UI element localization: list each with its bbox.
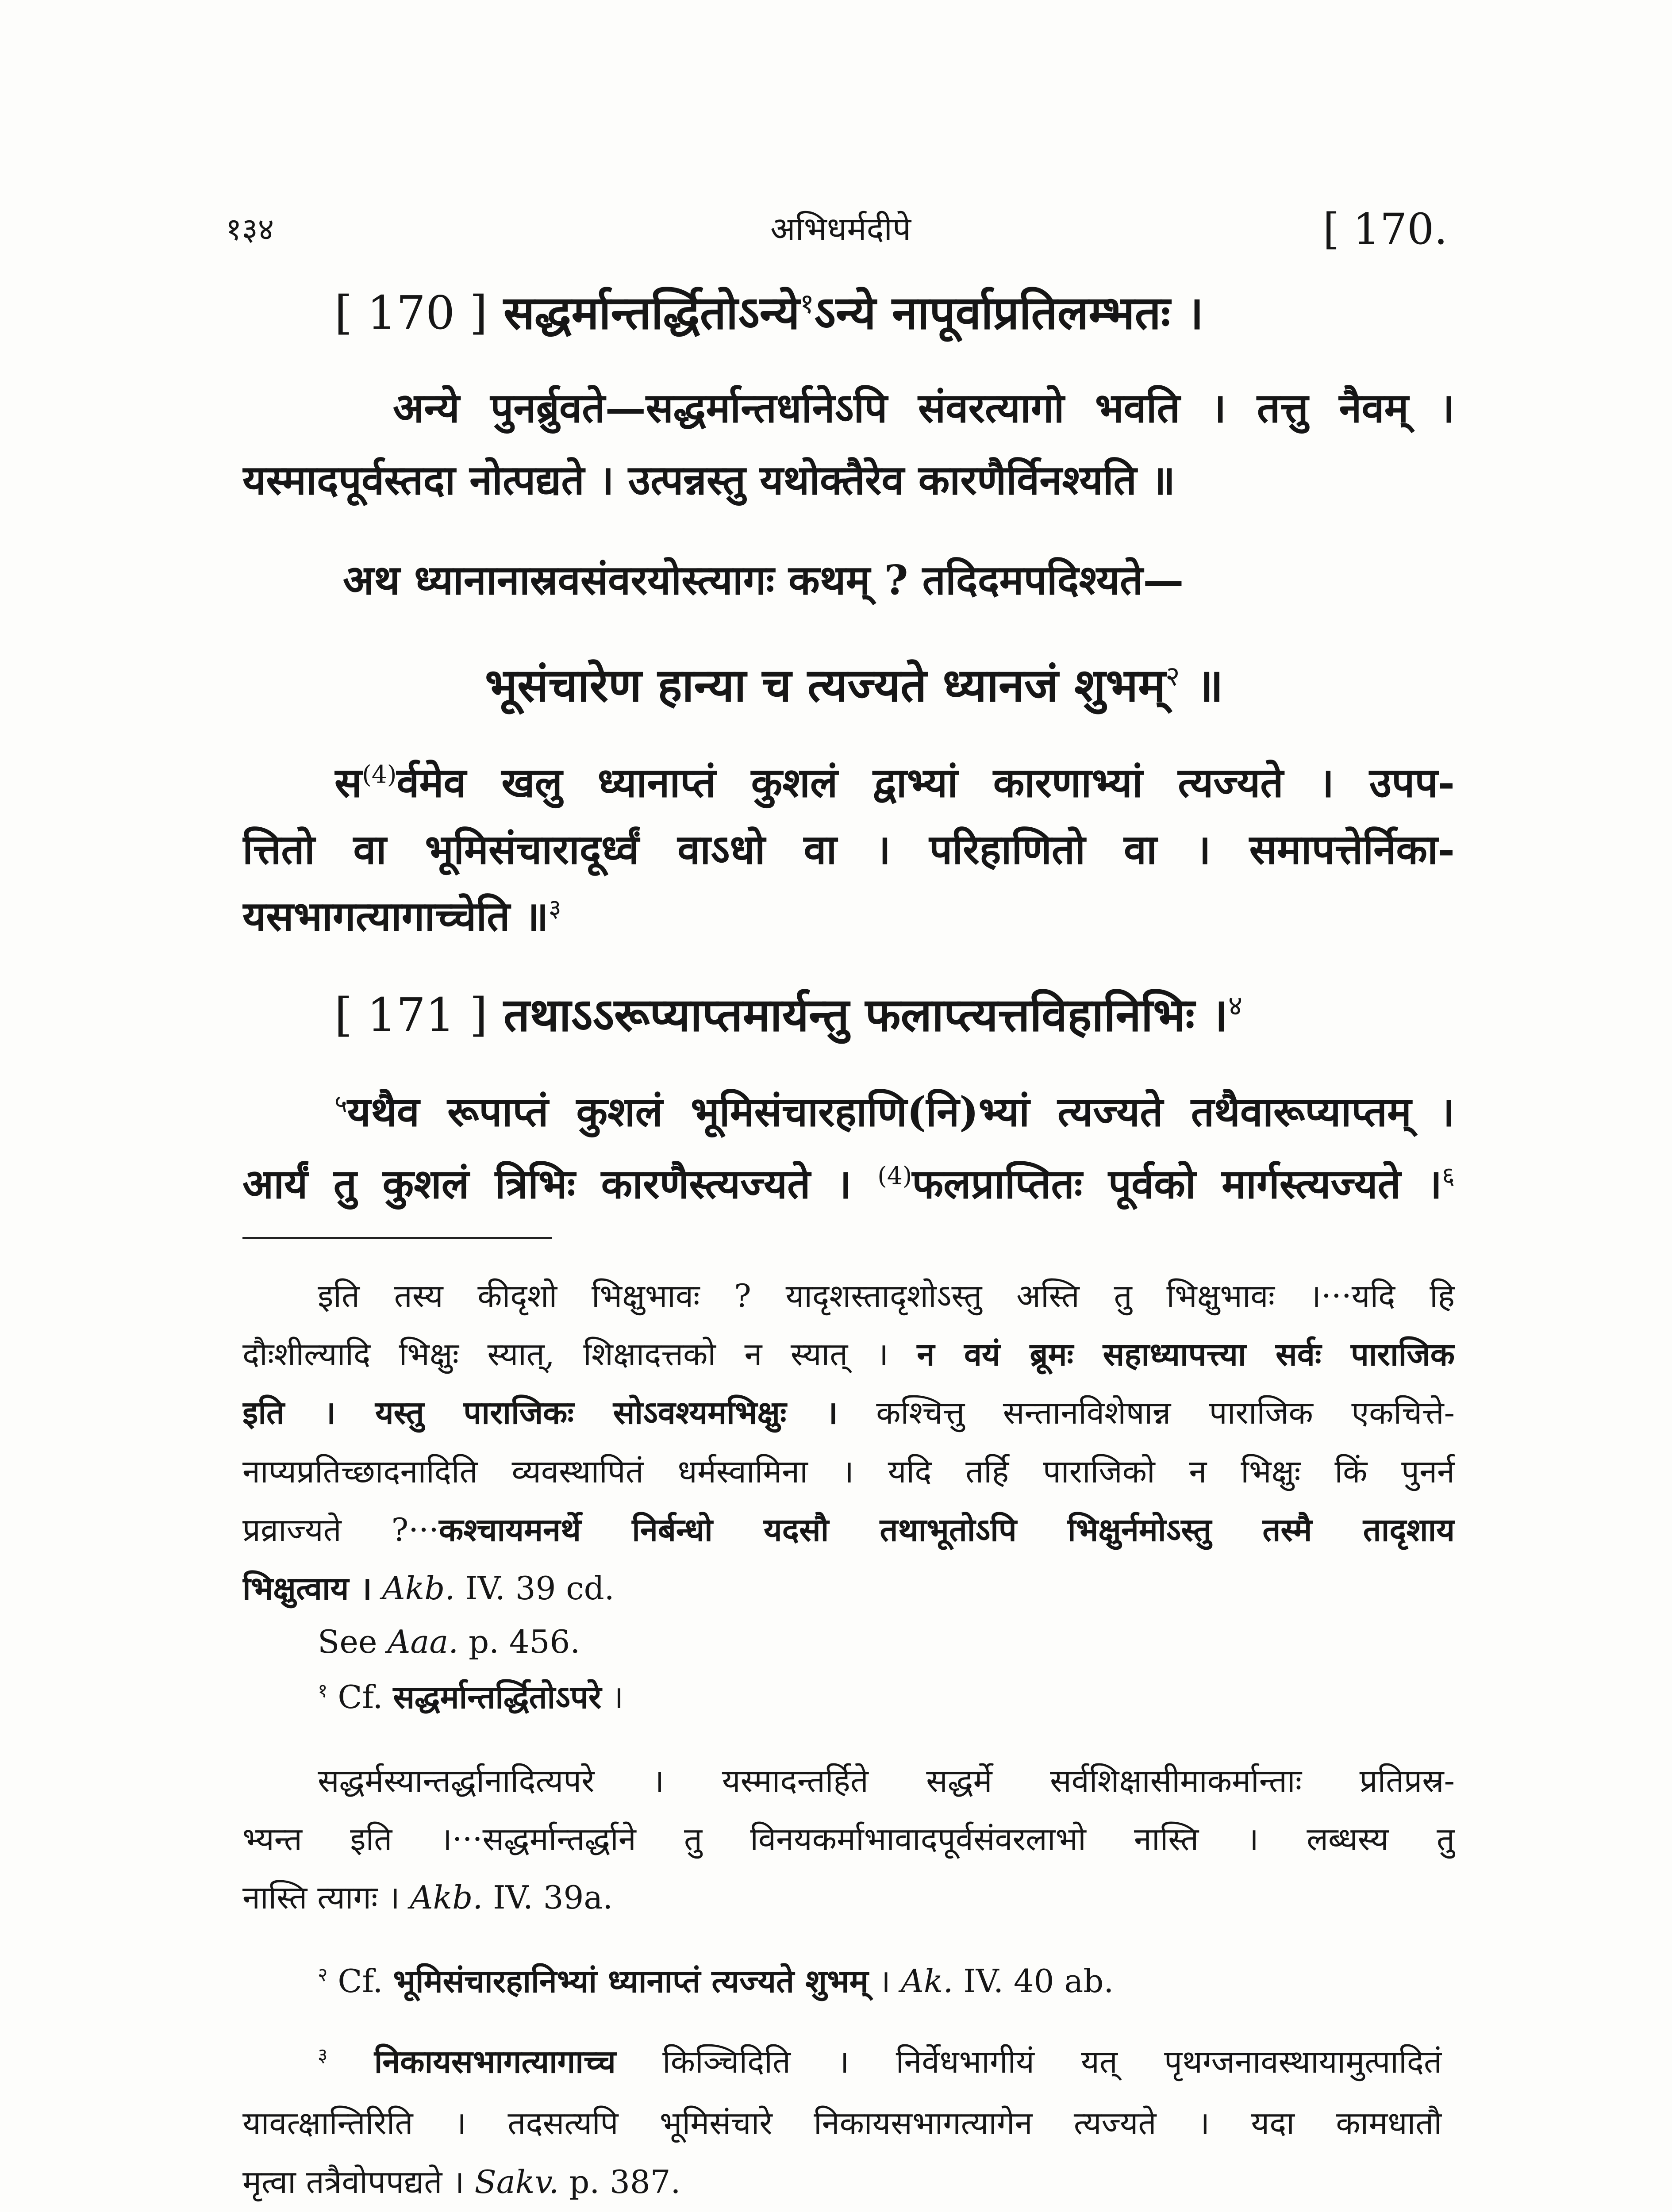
text-segment: त्तितो वा भूमिसंचारादूर्ध्वं वाऽधो वा । परिहाणितो वा । समापत्तेर्निका- — [242, 826, 1455, 873]
text-segment: यावत्क्षान्तिरिति । तदसत्यपि भूमिसंचारे निकायसभागत्यागेन त्यज्यते । यदा कामधातौ — [242, 2104, 1442, 2142]
text-segment: र्वमेव खलु ध्यानाप्तं कुशलं द्वाभ्यां कारणाभ्यां त्यज्यते । उपप- — [396, 759, 1455, 806]
text-segment: अन्ये पुनर्ब्रुवते—सद्धर्मान्तर्धानेऽपि संवरत्यागो भवति । तत्तु नैवम् । — [393, 384, 1455, 432]
text-segment: यस्मादपूर्वस्तदा नोत्पद्यते । उत्पन्नस्तु यथोक्तैरेव कारणैर्विनश्यति ॥ — [242, 456, 1176, 504]
footnote-line — [242, 1505, 1455, 1554]
footnote-marker: ४ — [1228, 989, 1243, 1022]
citation-locator: IV. 39a. — [493, 1879, 613, 1916]
verse-text: सद्धर्मान्तर्द्धितोऽन्ये — [504, 285, 800, 340]
question-line — [343, 549, 1455, 611]
citation-abbrev: Aaa. — [387, 1623, 459, 1660]
footnote-line — [242, 2099, 1442, 2147]
text-segment: नास्ति त्यागः । — [242, 1879, 400, 1916]
citation-locator: p. 387. — [569, 2163, 681, 2200]
citation-abbrev: Akb. — [382, 1570, 455, 1607]
footnote-line — [242, 1388, 1455, 1437]
commentary-line — [242, 1153, 1455, 1215]
text-segment: आर्यं तु कुशलं त्रिभिः कारणैस्त्यज्यते । — [242, 1160, 852, 1208]
page-number: १३४ — [226, 211, 274, 247]
page-marker: (4) — [362, 760, 397, 789]
footnote-line — [242, 1815, 1455, 1863]
footnote-marker: ५ — [334, 1090, 347, 1118]
verse-number: [ 170 ] — [334, 286, 488, 340]
footnote-3 — [318, 2037, 1442, 2086]
bold-text: भूमिसंचारहानिभ्यां ध्यानाप्तं त्यज्यते शुभम् — [393, 1962, 869, 2000]
footnote-line — [318, 1617, 1455, 1666]
commentary-line — [242, 885, 1455, 947]
bold-text: निकायसभागत्यागाच्च — [374, 2043, 616, 2080]
text-segment: See — [318, 1623, 377, 1660]
verse-number: [ 171 ] — [334, 988, 488, 1042]
verse-end: ॥ — [1195, 658, 1224, 712]
verse-170 — [334, 280, 1455, 346]
text-segment: यथैव रूपाप्तं कुशलं भूमिसंचारहाणि(नि)भ्यां त्यज्यते तथैवारूप्याप्तम् । — [347, 1088, 1455, 1136]
text-segment: मृत्वा तत्रैवोपपद्यते । — [242, 2163, 465, 2200]
citation-locator: IV. 40 ab. — [963, 1962, 1114, 2000]
verse-text: भूसंचारेण हान्या च त्यज्यते ध्यानजं शुभम् — [485, 658, 1166, 712]
footnote-marker: २ — [1165, 660, 1180, 692]
footnote-marker: १ — [318, 1680, 328, 1702]
bold-text: सद्धर्मान्तर्द्धितोऽपरे — [393, 1678, 602, 1716]
text-segment: । — [611, 1678, 624, 1716]
citation-abbrev: Sakv. — [474, 2163, 559, 2200]
footnote-marker: ३ — [548, 894, 561, 923]
footnote-line — [242, 1330, 1455, 1379]
verse-text: ऽन्ये नापूर्वाप्रतिलम्भतः । — [814, 285, 1204, 340]
page-marker: (4) — [877, 1162, 912, 1190]
text-segment: । — [878, 1962, 891, 2000]
text-segment: सद्धर्मस्यान्तर्द्धानादित्यपरे । यस्मादन्तर्हिते सद्धर्मे सर्वशिक्षासीमाकर्मान्ताः प्रतिप्रस्र- — [318, 1762, 1455, 1799]
text-segment: फलप्राप्तितः पूर्वको मार्गस्त्यज्यते । — [912, 1160, 1442, 1208]
footnote-line — [318, 1271, 1455, 1320]
bold-text: कश्चायमनर्थे निर्बन्धो यदसौ तथाभूतोऽपि भिक्षुर्नमोऽस्तु तस्मै तादृशाय — [438, 1511, 1455, 1548]
footnote-line — [242, 2158, 1455, 2206]
citation-abbrev: Akb. — [410, 1879, 483, 1916]
footnote-2 — [318, 1957, 1455, 2005]
verse-171 — [334, 982, 1455, 1048]
verse-text: तथाऽऽरूप्याप्तमार्यन्तु फलाप्त्यत्तविहानिभिः । — [504, 987, 1228, 1042]
footnote-marker: १ — [799, 287, 815, 320]
bold-text: भिक्षुत्वाय । — [242, 1569, 372, 1607]
citation-locator: IV. 39 cd. — [465, 1570, 615, 1607]
section-reference: [ 170. — [1323, 204, 1448, 254]
bold-text: न वयं ब्रूमः सहाध्यापत्त्या सर्वः पाराजिक — [917, 1335, 1455, 1373]
footnote-marker: ३ — [318, 2044, 328, 2066]
text-segment: Cf. — [338, 1678, 383, 1716]
citation-locator: p. 456. — [469, 1623, 580, 1660]
bold-text: इति । यस्तु पाराजिकः सोऽवश्यमभिक्षुः । — [242, 1394, 838, 1431]
text-segment: दौःशील्यादि भिक्षुः स्यात्, शिक्षादत्तको न स्यात् । — [242, 1336, 888, 1373]
half-verse — [485, 652, 1455, 718]
footnote-1 — [318, 1673, 1455, 1721]
commentary-line — [393, 377, 1455, 439]
text-segment: किञ्चिदिति । निर्वेधभागीयं यत् पृथग्जनावस्थायामुत्पादितं — [662, 2043, 1442, 2080]
text-segment: इति तस्य कीदृशो भिक्षुभावः ? यादृशस्तादृशोऽस्तु अस्ति तु भिक्षुभावः ।···यदि हि — [318, 1277, 1455, 1314]
footnote-marker: ६ — [1442, 1162, 1455, 1190]
footnote-rule — [242, 1237, 552, 1239]
commentary-line — [334, 752, 1455, 814]
text-segment: भ्यन्त इति ।···सद्धर्मान्तर्द्धाने तु विनयकर्माभावादपूर्वसंवरलाभो नास्ति । लब्धस्य तु — [242, 1820, 1455, 1858]
footnote-line — [242, 1873, 1455, 1922]
commentary-line — [242, 449, 1455, 511]
commentary-line — [242, 818, 1455, 880]
text-segment: कश्चित्तु सन्तानविशेषान्न पाराजिक एकचित्ते- — [876, 1394, 1455, 1431]
text-segment: Cf. — [338, 1962, 383, 2000]
running-title: अभिधर्मदीपे — [770, 210, 911, 248]
footnote-line — [318, 1756, 1455, 1805]
footnote-line — [242, 1564, 1455, 1613]
text-segment: यसभागत्यागाच्चेति ॥ — [242, 892, 549, 940]
text-segment: प्रव्राज्यते ?··· — [242, 1511, 439, 1548]
text-segment: नाप्यप्रतिच्छादनादिति व्यवस्थापितं धर्मस्वामिना । यदि तर्हि पाराजिको न भिक्षुः किं पुनर्न — [242, 1453, 1455, 1490]
text-segment: अथ ध्यानानास्रवसंवरयोस्त्यागः कथम् ? तदिदमपदिश्यते— — [343, 556, 1184, 604]
commentary-line — [334, 1081, 1455, 1143]
footnote-line — [242, 1447, 1455, 1496]
text-segment: स — [334, 759, 362, 806]
citation-abbrev: Ak. — [900, 1962, 953, 2000]
footnote-marker: २ — [318, 1964, 328, 1986]
